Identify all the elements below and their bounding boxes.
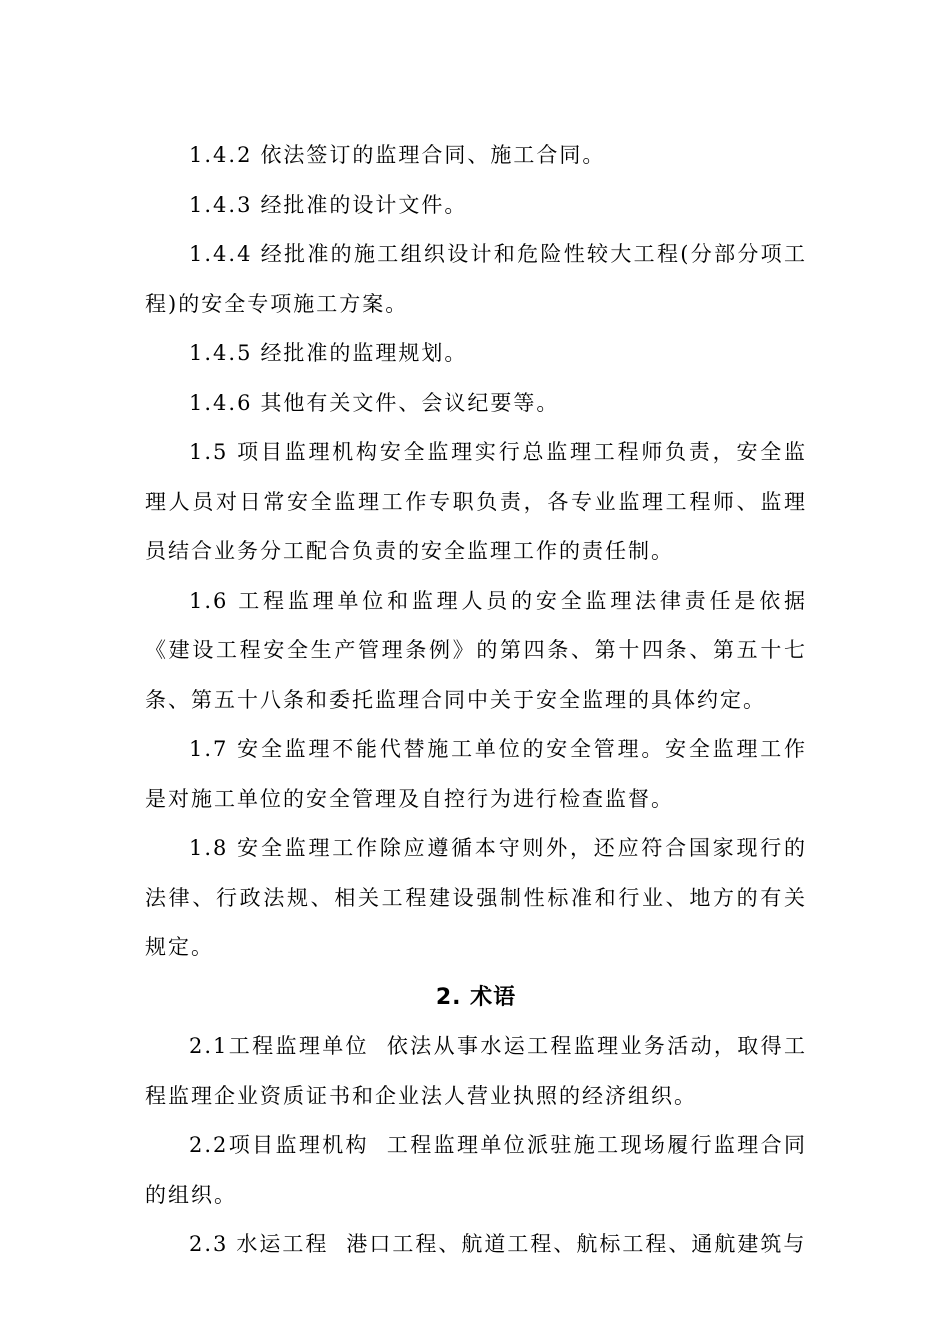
term-definition: 港口工程、航道工程、航标工程、通航建筑与 bbox=[346, 1232, 807, 1256]
clause-text: 安全监理工作除应遵循本守则外，还应符合国家现行的法律、行政法规、相关工程建设强制性标准和行业、地方的有关规定。 bbox=[145, 836, 807, 959]
term-name: 项目监理机构 bbox=[228, 1133, 369, 1157]
paragraph-1-4-5 bbox=[145, 329, 807, 379]
clause-number: 1.6 bbox=[189, 588, 229, 613]
clause-number: 1.4.5 bbox=[189, 341, 253, 365]
clause-number: 1.5 bbox=[189, 440, 229, 464]
clause-number: 1.7 bbox=[189, 737, 229, 761]
term-name: 工程监理单位 bbox=[228, 1034, 369, 1058]
clause-text: 经批准的施工组织设计和危险性较大工程(分部分项工程)的安全专项施工方案。 bbox=[145, 242, 807, 316]
paragraph-2-2 bbox=[145, 1121, 807, 1220]
paragraph-1-4-4 bbox=[145, 230, 807, 329]
paragraph-2-1 bbox=[145, 1022, 807, 1121]
clause-text: 其他有关文件、会议纪要等。 bbox=[260, 390, 560, 415]
term-definition: 工程监理单位派驻施工现场履行监理合同的组织。 bbox=[145, 1133, 808, 1207]
clause-number: 1.4.6 bbox=[189, 390, 253, 415]
clause-number: 1.4.3 bbox=[189, 192, 253, 217]
paragraph-1-5 bbox=[145, 428, 807, 577]
clause-text: 经批准的设计文件。 bbox=[260, 192, 468, 217]
clause-text: 工程监理单位和监理人员的安全监理法律责任是依据《建设工程安全生产管理条例》的第四条、第十四条、第五十七条、第五十八条和委托监理合同中关于安全监理的具体约定。 bbox=[145, 588, 807, 712]
paragraph-1-7 bbox=[145, 725, 807, 824]
clause-number: 1.4.2 bbox=[189, 143, 253, 167]
paragraph-1-4-3 bbox=[145, 181, 807, 231]
paragraph-1-4-2 bbox=[145, 131, 807, 181]
clause-number: 1.8 bbox=[189, 836, 229, 860]
term-name: 水运工程 bbox=[236, 1232, 329, 1256]
paragraph-1-6 bbox=[145, 577, 807, 726]
paragraph-1-8 bbox=[145, 824, 807, 973]
clause-text: 经批准的监理规划。 bbox=[260, 341, 468, 365]
clause-number: 2.3 bbox=[189, 1232, 229, 1256]
clause-number: 2.1 bbox=[189, 1034, 229, 1058]
document-body bbox=[145, 131, 807, 1270]
clause-number: 2.2 bbox=[189, 1133, 229, 1157]
paragraph-2-3 bbox=[145, 1220, 807, 1270]
clause-text: 安全监理不能代替施工单位的安全管理。安全监理工作是对施工单位的安全管理及自控行为进行检查监督。 bbox=[145, 737, 807, 811]
paragraph-1-4-6 bbox=[145, 379, 807, 429]
term-definition: 依法从事水运工程监理业务活动，取得工程监理企业资质证书和企业法人营业执照的经济组织。 bbox=[145, 1034, 808, 1108]
section-heading: 2. 术语 bbox=[435, 984, 517, 1010]
clause-number: 1.4.4 bbox=[189, 242, 253, 266]
clause-text: 依法签订的监理合同、施工合同。 bbox=[260, 143, 606, 167]
clause-text: 项目监理机构安全监理实行总监理工程师负责，安全监理人员对日常安全监理工作专职负责，各专业监理工程师、监理员结合业务分工配合负责的安全监理工作的责任制。 bbox=[145, 440, 807, 563]
